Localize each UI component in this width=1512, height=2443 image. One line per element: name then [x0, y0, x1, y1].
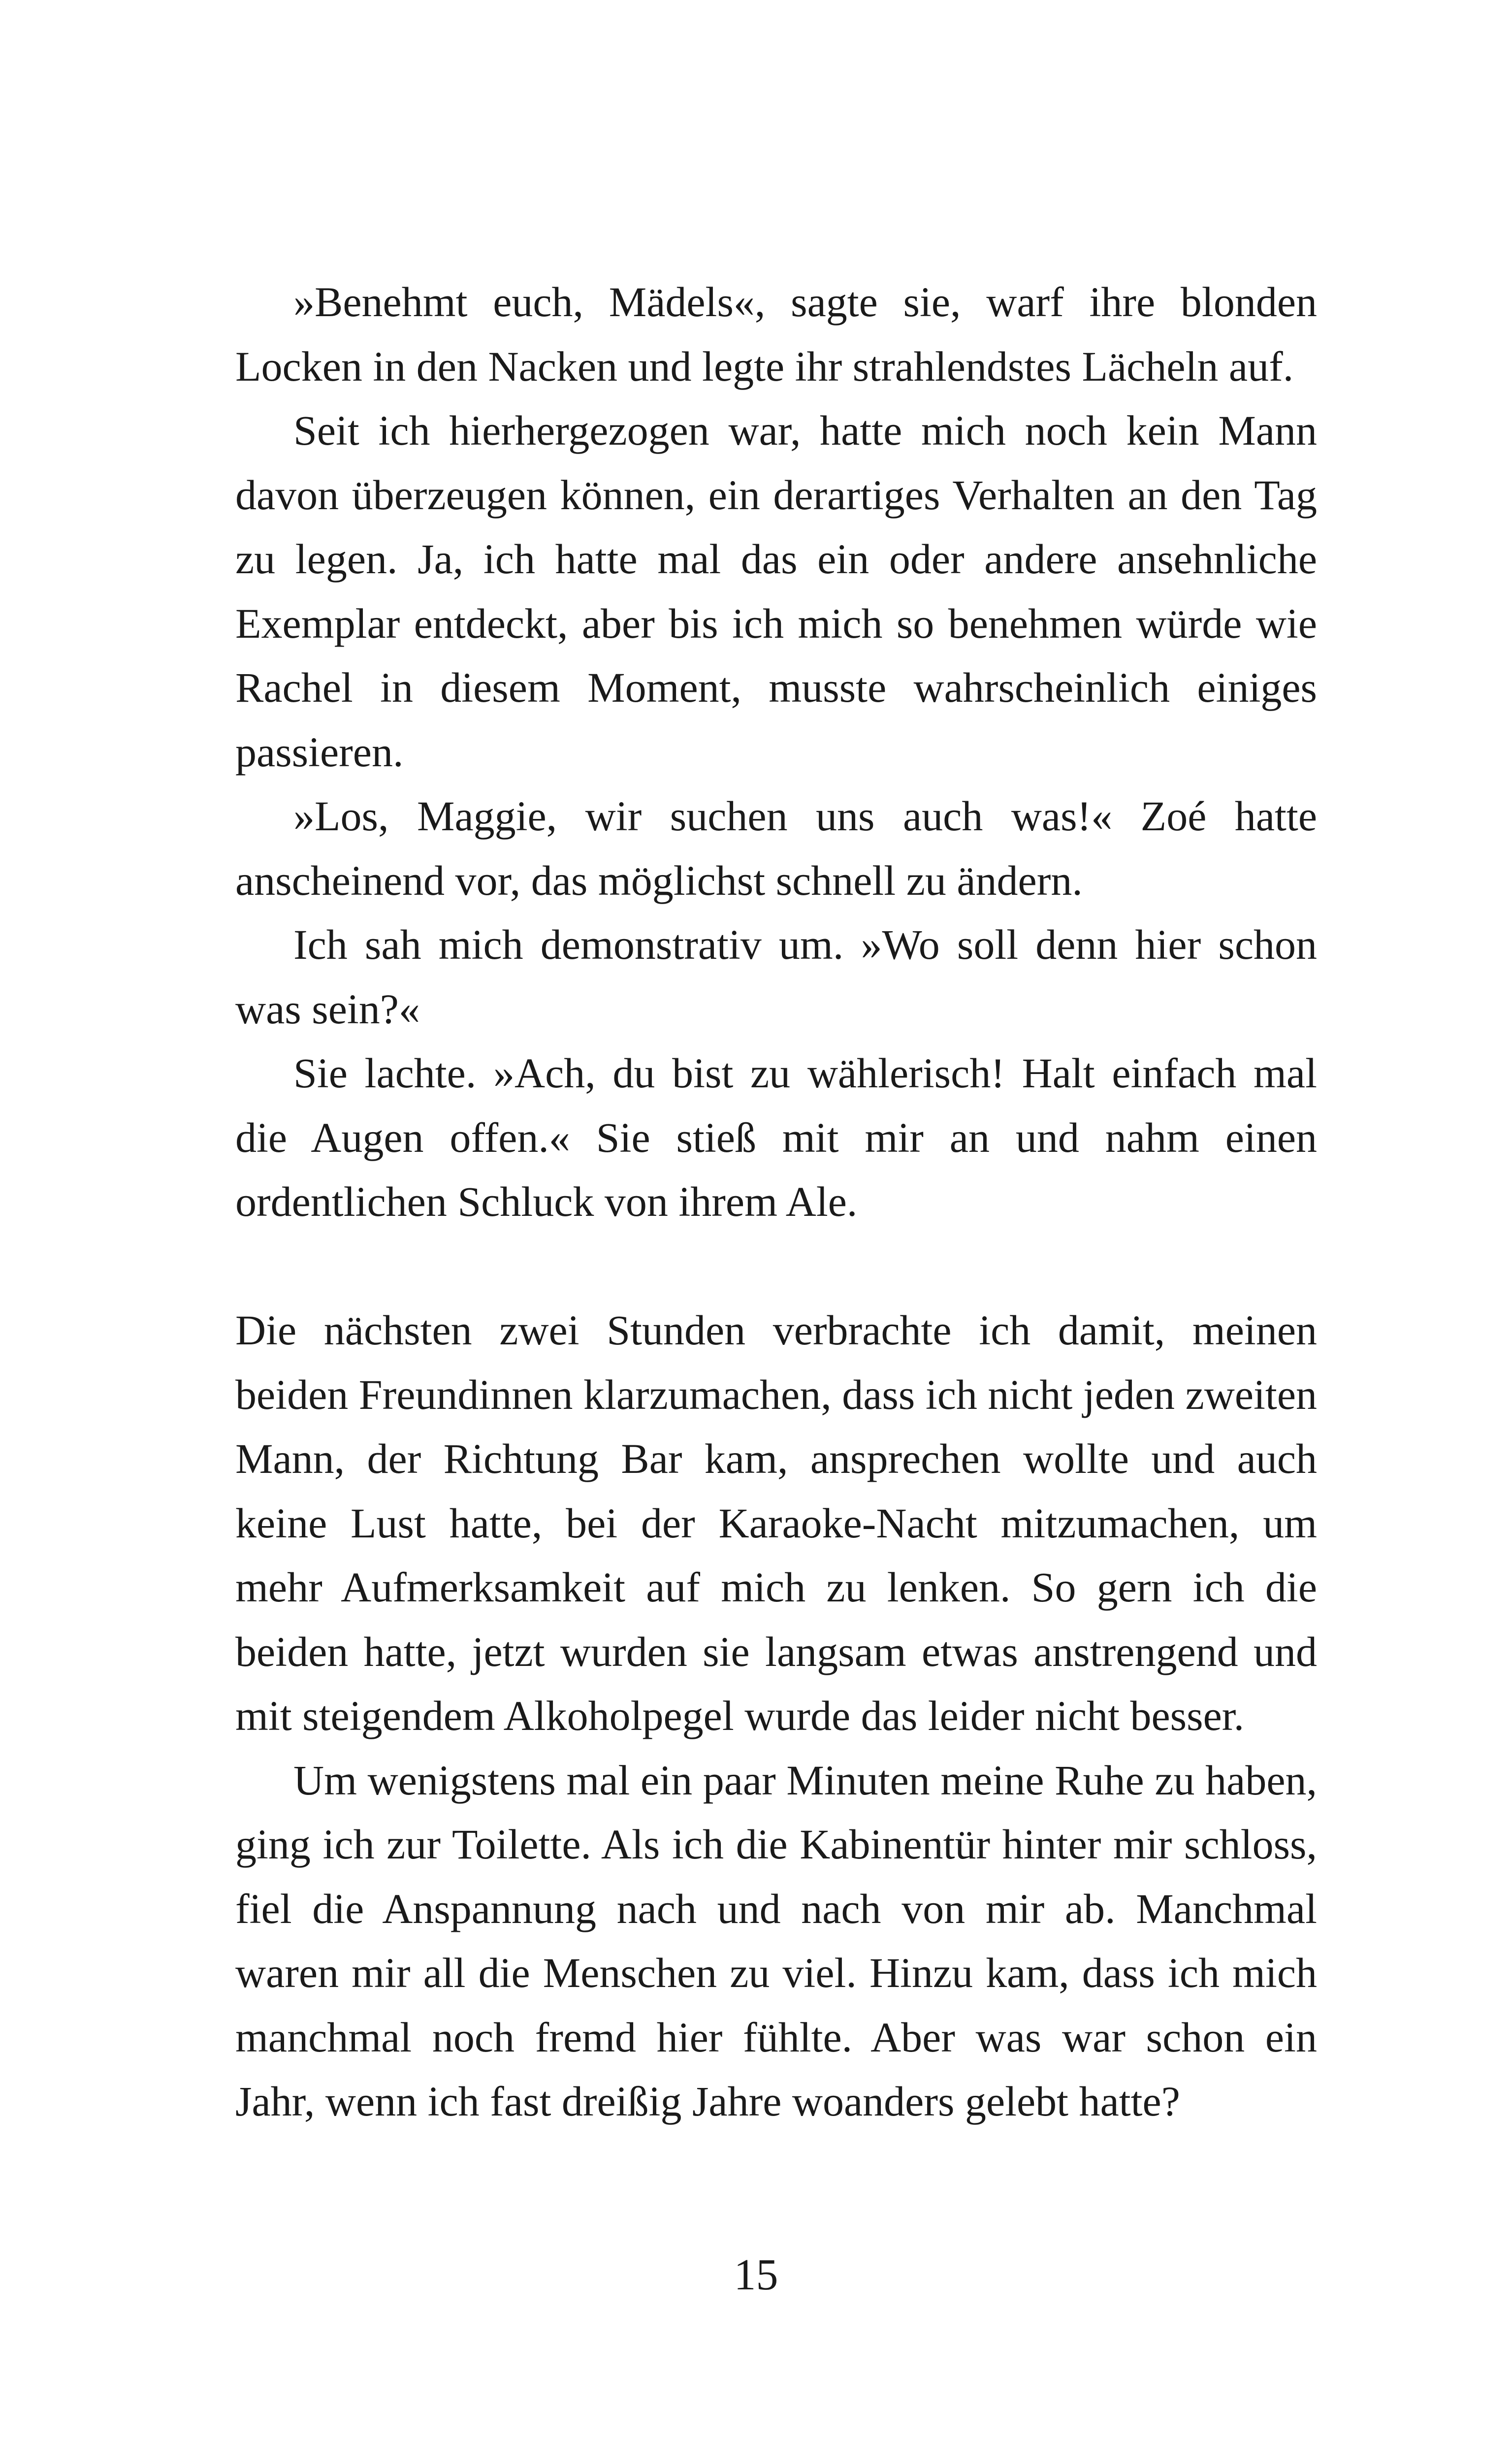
body-text — [235, 270, 1317, 2134]
page-number: 15 — [734, 2250, 778, 2299]
paragraph: Sie lachte. »Ach, du bist zu wählerisch! Halt einfach mal die Augen offen.« Sie stieß mit mir an und nahm einen ordentlichen Schluck von ihrem Ale. — [235, 1049, 1317, 1225]
paragraph: Ich sah mich demonstrativ um. »Wo soll denn hier schon was sein?« — [235, 921, 1317, 1033]
paragraph: Die nächsten zwei Stunden verbrachte ich damit, meinen beiden Freundinnen klarzumachen, dass ich nicht jeden zweiten Mann, der Richtung Bar kam, ansprechen wollte und auch keine Lust hatte, bei der Karaoke-Nacht mitzumachen, um mehr Aufmerksamkeit auf mich zu lenken. So gern ich die beiden hatte, jetzt wurden sie langsam etwas anstrengend und mit steigendem Alkoholpegel wurde das leider nicht besser. — [235, 1306, 1317, 1739]
section-break — [235, 1234, 1317, 1299]
paragraph: Seit ich hierhergezogen war, hatte mich noch kein Mann davon überzeugen können, ein derartiges Verhalten an den Tag zu legen. Ja, ich hatte mal das ein oder andere ansehnliche Exemplar entdeckt, aber bis ich mich so benehmen würde wie Rachel in diesem Moment, musste wahrscheinlich einiges passieren. — [235, 407, 1317, 776]
paragraph: »Benehmt euch, Mädels«, sagte sie, warf ihre blonden Locken in den Nacken und legte ihr strahlendstes Lächeln auf. — [235, 278, 1317, 390]
paragraph: »Los, Maggie, wir suchen uns auch was!« Zoé hatte anscheinend vor, das möglichst schnell zu ändern. — [235, 792, 1317, 904]
paragraph: Um wenigstens mal ein paar Minuten meine Ruhe zu haben, ging ich zur Toilette. Als ich die Kabinentür hinter mir schloss, fiel die Anspannung nach und nach von mir ab. Manchmal waren mir all die Menschen zu viel. Hinzu kam, dass ich mich manchmal noch fremd hier fühlte. Aber was war schon ein Jahr, wenn ich fast dreißig Jahre woanders gelebt hatte? — [235, 1756, 1317, 2125]
